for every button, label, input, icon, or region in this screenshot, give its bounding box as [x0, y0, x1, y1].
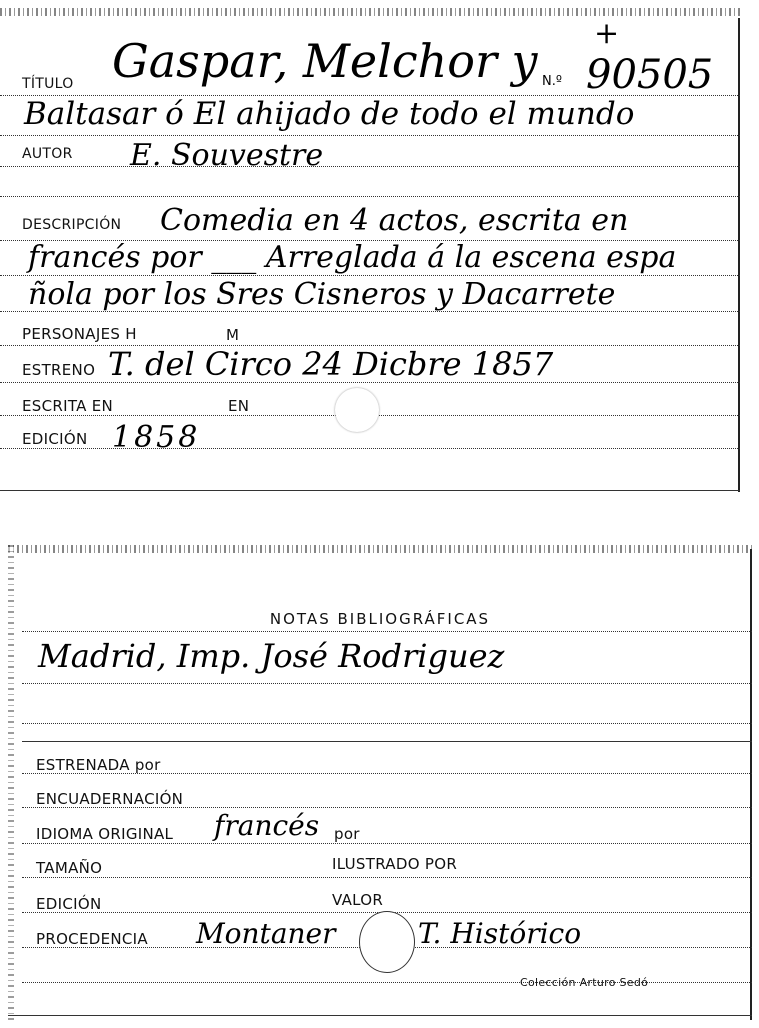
- handwritten-author: E. Souvestre: [130, 138, 324, 173]
- handwritten-title-line1: Gaspar, Melchor y: [112, 34, 538, 88]
- handwritten-description-line3: ñola por los Sres Cisneros y Dacarrete: [28, 277, 616, 312]
- erased-stamp-mark: [335, 388, 379, 432]
- card-bottom-edge: [0, 490, 740, 491]
- handwritten-cross: +: [594, 16, 620, 51]
- card-bottom-edge: [8, 1015, 752, 1016]
- label-en: EN: [228, 397, 250, 415]
- card-rule: [22, 843, 752, 844]
- handwritten-description-line2: francés por ___ Arreglada á la escena espa: [28, 240, 677, 275]
- handwritten-number: 90505: [586, 52, 714, 98]
- card-rule: [0, 135, 740, 136]
- label-personajes-m: M: [226, 326, 240, 344]
- label-edicion: EDICIÓN: [22, 430, 88, 448]
- card-torn-edge: [0, 8, 740, 16]
- card-rule: [22, 723, 752, 724]
- erased-stamp-mark: [360, 912, 414, 972]
- label-personajes: PERSONAJES H: [22, 325, 137, 343]
- card-rule: [0, 166, 740, 167]
- card-rule: [0, 196, 740, 197]
- handwritten-procedencia-right: T. Histórico: [418, 917, 582, 950]
- collection-credit: Colección Arturo Sedó: [520, 976, 649, 989]
- notas-heading: NOTAS BIBLIOGRÁFICAS: [269, 610, 491, 628]
- handwritten-notas: Madrid, Imp. José Rodriguez: [38, 637, 505, 675]
- label-procedencia: PROCEDENCIA: [36, 930, 148, 948]
- handwritten-edicion: 1858: [112, 420, 201, 455]
- label-valor: VALOR: [332, 891, 384, 909]
- handwritten-idioma: francés: [214, 809, 320, 842]
- label-descripcion: DESCRIPCIÓN: [22, 217, 122, 233]
- label-titulo: TÍTULO: [22, 76, 74, 92]
- label-autor: AUTOR: [22, 146, 73, 162]
- label-encuadernacion: ENCUADERNACIÓN: [36, 790, 184, 808]
- card-rule: [0, 275, 740, 276]
- catalog-card-back: [8, 545, 752, 1020]
- handwritten-procedencia-left: Montaner: [196, 917, 336, 950]
- card-torn-edge: [8, 545, 752, 553]
- catalog-card-front: [0, 0, 740, 492]
- label-tamano: TAMAÑO: [36, 859, 103, 877]
- card-rule: [22, 683, 752, 684]
- label-ilustrado-por: ILUSTRADO POR: [332, 855, 458, 873]
- handwritten-description-line1: Comedia en 4 actos, escrita en: [160, 203, 629, 238]
- label-edicion: EDICIÓN: [36, 895, 102, 913]
- label-estrenada-por: ESTRENADA por: [36, 756, 161, 774]
- handwritten-estreno: T. del Circo 24 Dicbre 1857: [108, 345, 554, 383]
- card-rule: [22, 877, 752, 878]
- label-idioma-original: IDIOMA ORIGINAL: [36, 825, 174, 843]
- handwritten-number-prefix: N.º: [542, 74, 562, 89]
- handwritten-title-line2: Baltasar ó El ahijado de todo el mundo: [24, 96, 635, 132]
- label-escrita-en: ESCRITA EN: [22, 397, 114, 415]
- card-edge-right: [738, 18, 740, 492]
- label-estreno: ESTRENO: [22, 361, 96, 379]
- card-rule: [22, 631, 752, 632]
- card-divider: [22, 741, 752, 742]
- card-rule: [0, 448, 740, 449]
- label-por: por: [334, 825, 360, 843]
